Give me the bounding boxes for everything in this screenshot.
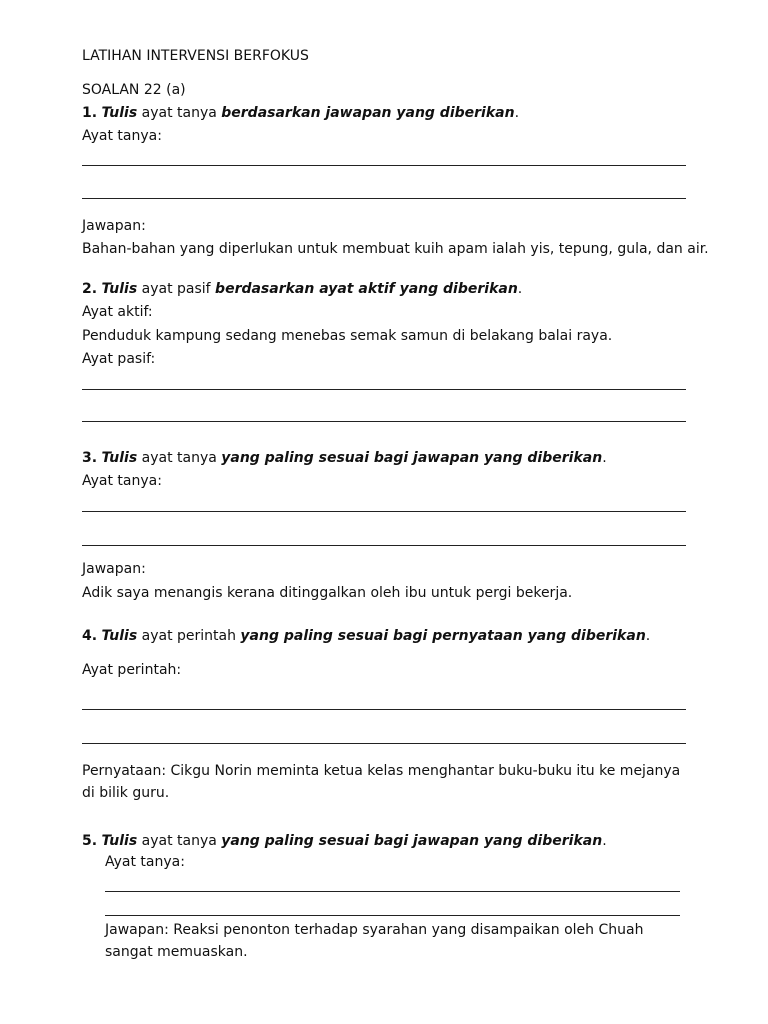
question-4-verb: Tulis	[101, 628, 138, 644]
question-5-middle: ayat tanya	[137, 833, 222, 849]
question-5-number: 5.	[82, 833, 98, 849]
question-5-answer-line-2[interactable]	[105, 915, 680, 916]
question-5-instruction: yang paling sesuai bagi jawapan yang diberikan	[221, 833, 603, 849]
question-3-number: 3.	[82, 450, 98, 466]
question-2-middle: ayat pasif	[137, 281, 216, 297]
question-1-verb: Tulis	[101, 105, 138, 121]
question-1-answer-label: Jawapan:	[82, 218, 146, 234]
question-1-answer-line-1[interactable]	[82, 165, 686, 166]
question-2-given-label: Ayat aktif:	[82, 304, 153, 320]
question-1-prompt	[82, 104, 519, 122]
section-heading: SOALAN 22 (a)	[82, 82, 186, 98]
question-4-middle: ayat perintah	[137, 628, 241, 644]
question-5-answer-line-1[interactable]	[105, 891, 680, 892]
question-1-answer-line-2[interactable]	[82, 198, 686, 199]
question-3-label: Ayat tanya:	[82, 473, 162, 489]
question-3-end: .	[602, 450, 607, 466]
question-3-prompt	[82, 449, 607, 467]
question-4-answer-line-1[interactable]	[82, 709, 686, 710]
question-3-answer-line-1[interactable]	[82, 511, 686, 512]
question-2-label: Ayat pasif:	[82, 351, 156, 367]
question-4-end: .	[645, 628, 651, 644]
question-1-label: Ayat tanya:	[82, 128, 162, 144]
worksheet-title: LATIHAN INTERVENSI BERFOKUS	[82, 48, 309, 64]
question-5-end: .	[602, 833, 607, 849]
question-2-instruction: berdasarkan ayat aktif yang diberikan	[215, 281, 518, 297]
question-2-answer-line-1[interactable]	[82, 389, 686, 390]
question-3-middle: ayat tanya	[137, 450, 222, 466]
question-1-instruction: berdasarkan jawapan yang diberikan	[221, 105, 515, 121]
question-4-answer-line-2[interactable]	[82, 743, 686, 744]
question-3-answer-text: Adik saya menangis kerana ditinggalkan oleh ibu untuk pergi bekerja.	[82, 585, 573, 601]
question-4-statement: Pernyataan: Cikgu Norin meminta ketua kelas menghantar buku-buku itu ke mejanya di bilik guru.	[82, 763, 681, 801]
question-4-label: Ayat perintah:	[82, 662, 182, 678]
question-1-end: .	[514, 105, 520, 121]
question-2-end: .	[517, 281, 523, 297]
question-2-verb: Tulis	[101, 281, 138, 297]
question-3-instruction: yang paling sesuai bagi jawapan yang diberikan	[221, 450, 603, 466]
question-3-verb: Tulis	[101, 450, 138, 466]
question-1-answer-text: Bahan-bahan yang diperlukan untuk membuat kuih apam ialah yis, tepung, gula, dan air.	[82, 241, 709, 257]
question-4-number: 4.	[82, 628, 98, 644]
question-2-number: 2.	[82, 281, 98, 297]
question-5-verb: Tulis	[101, 833, 138, 849]
question-5-prompt	[82, 832, 607, 850]
question-4-instruction: yang paling sesuai bagi pernyataan yang diberikan	[240, 628, 646, 644]
question-2-answer-line-2[interactable]	[82, 421, 686, 422]
question-2-given-text: Penduduk kampung sedang menebas semak samun di belakang balai raya.	[82, 328, 613, 344]
question-3-answer-label: Jawapan:	[82, 561, 146, 577]
question-5-label: Ayat tanya:	[105, 854, 185, 870]
question-4-prompt	[82, 627, 650, 645]
question-1-middle: ayat tanya	[137, 105, 222, 121]
question-1-number: 1.	[82, 105, 98, 121]
question-3-answer-line-2[interactable]	[82, 545, 686, 546]
question-5-answer-text: Jawapan: Reaksi penonton terhadap syarahan yang disampaikan oleh Chuah sangat memuaskan.	[105, 922, 644, 960]
question-2-prompt	[82, 280, 522, 298]
